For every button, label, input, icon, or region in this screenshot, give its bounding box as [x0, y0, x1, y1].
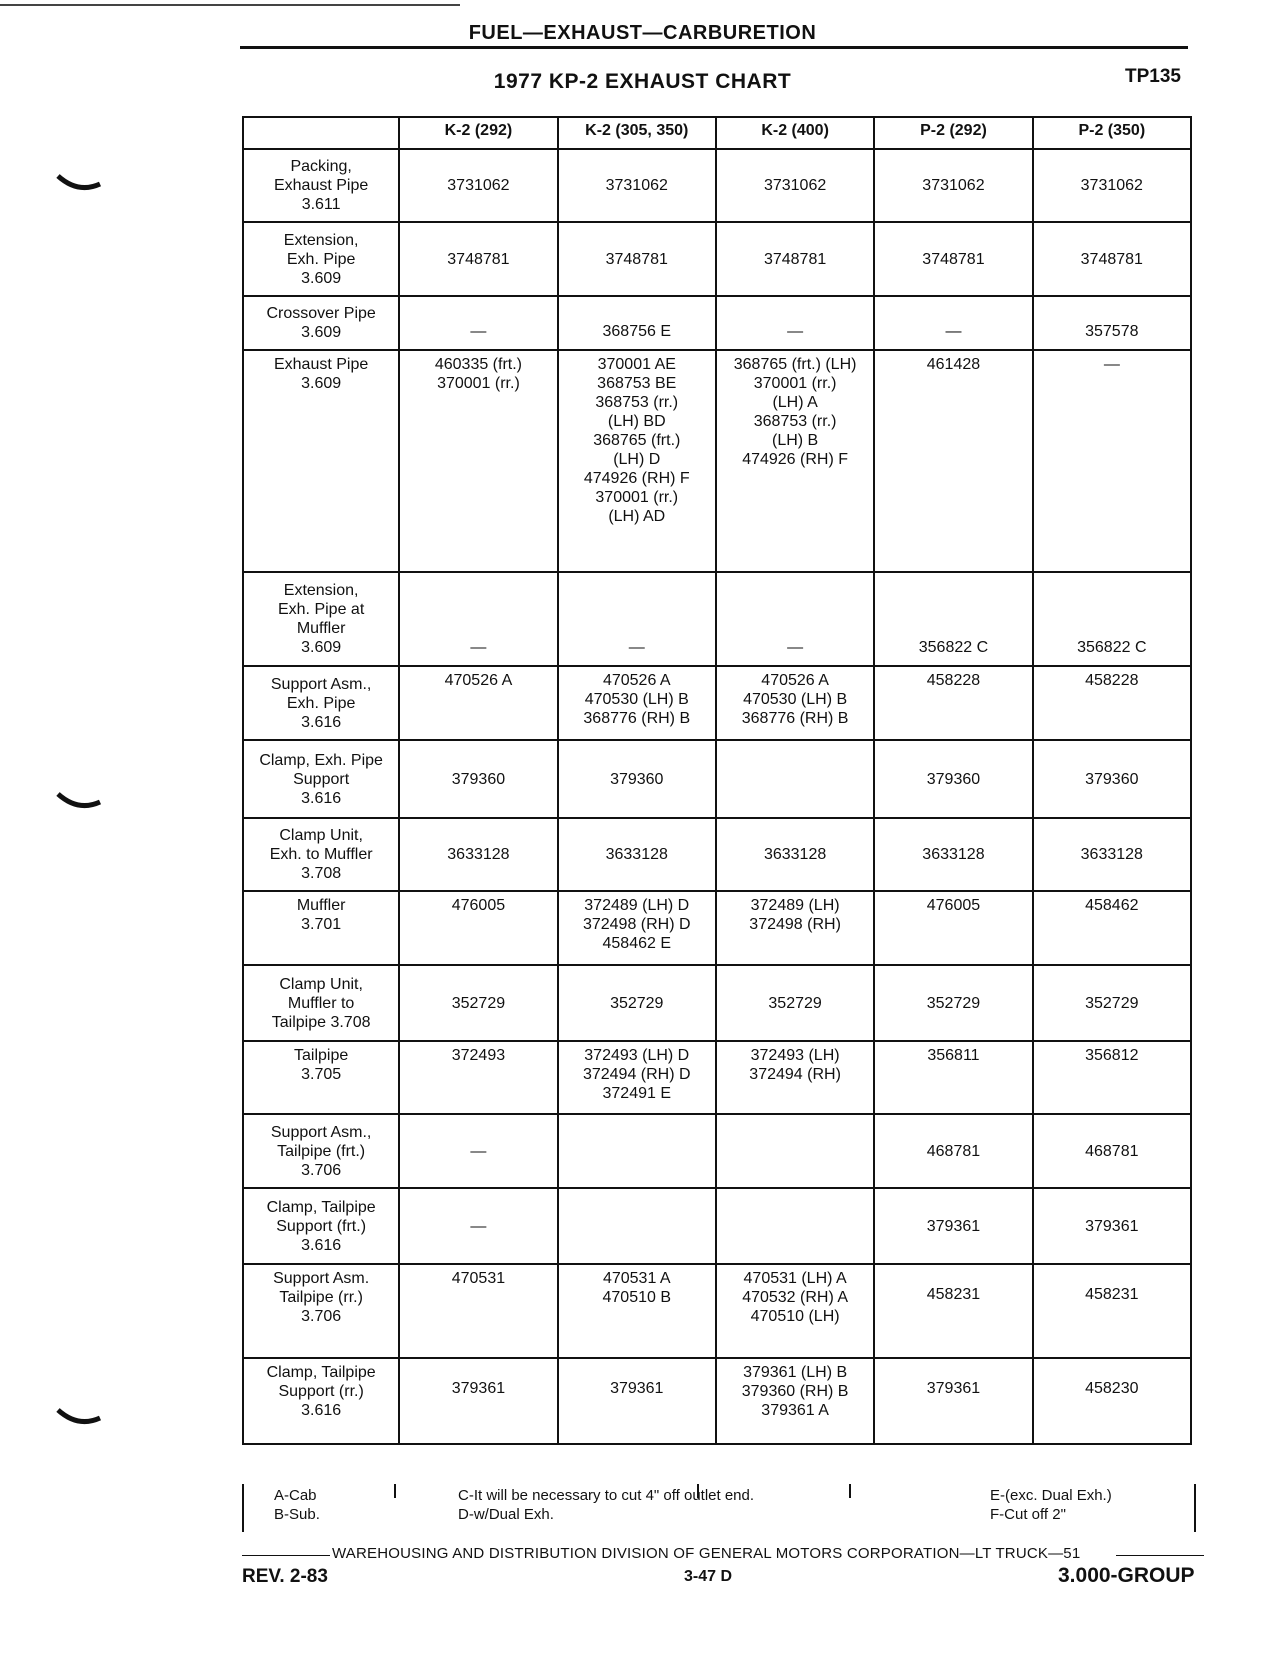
table-cell: 468781: [1033, 1114, 1191, 1188]
table-cell: —: [399, 1188, 557, 1264]
table-cell: 461428: [874, 350, 1032, 572]
table-cell: 372489 (LH) D 372498 (RH) D 458462 E: [558, 891, 716, 965]
table-cell: 372493 (LH) 372494 (RH): [716, 1041, 874, 1114]
column-header: P-2 (292): [874, 117, 1032, 149]
table-cell: —: [399, 1114, 557, 1188]
table-cell: 460335 (frt.) 370001 (rr.): [399, 350, 557, 572]
row-label: Extension, Exh. Pipe at Muffler 3.609: [243, 572, 399, 666]
table-cell: [558, 1188, 716, 1264]
footnote-cab-sub: A-Cab B-Sub.: [274, 1487, 320, 1523]
table-row: [243, 1264, 1191, 1358]
column-header: [243, 117, 399, 149]
row-label: Support Asm. Tailpipe (rr.) 3.706: [243, 1264, 399, 1358]
table-cell: [716, 740, 874, 818]
table-cell: 352729: [716, 965, 874, 1041]
table-cell: 356812: [1033, 1041, 1191, 1114]
table-cell: —: [874, 296, 1032, 350]
table-row: [243, 965, 1191, 1041]
table-cell: 470531: [399, 1264, 557, 1358]
column-header: K-2 (292): [399, 117, 557, 149]
row-label: Muffler 3.701: [243, 891, 399, 965]
table-cell: 379360: [558, 740, 716, 818]
binder-hole-mark-icon: [56, 1406, 102, 1426]
page-number: 3-47 D: [684, 1568, 733, 1585]
table-cell: 3748781: [399, 222, 557, 296]
table-cell: 458231: [874, 1264, 1032, 1358]
table-cell: 3633128: [558, 818, 716, 891]
page-code: TP135: [1125, 66, 1181, 87]
footnote-exc-cut: E-(exc. Dual Exh.) F-Cut off 2": [990, 1487, 1112, 1523]
table-cell: 470526 A 470530 (LH) B 368776 (RH) B: [558, 666, 716, 740]
footnotes: [242, 1484, 1196, 1532]
section-title: FUEL—EXHAUST—CARBURETION: [468, 22, 817, 44]
binder-hole-mark-icon: [56, 790, 102, 810]
row-label: Clamp Unit, Muffler to Tailpipe 3.708: [243, 965, 399, 1041]
table-cell: 372493: [399, 1041, 557, 1114]
row-label: Extension, Exh. Pipe 3.609: [243, 222, 399, 296]
table-cell: [716, 1114, 874, 1188]
table-cell: 368765 (frt.) (LH) 370001 (rr.) (LH) A 368753 (rr.) (LH) B 474926 (RH) F: [716, 350, 874, 572]
column-header: K-2 (305, 350): [558, 117, 716, 149]
table-cell: 372489 (LH) 372498 (RH): [716, 891, 874, 965]
table-cell: 370001 AE 368753 BE 368753 (rr.) (LH) BD 368765 (frt.) (LH) D 474926 (RH) F 370001 (rr.) (LH) AD: [558, 350, 716, 572]
table-cell: 356822 C: [874, 572, 1032, 666]
table-cell: —: [558, 572, 716, 666]
table-cell: 379361 (LH) B 379360 (RH) B 379361 A: [716, 1358, 874, 1444]
table-cell: 458228: [1033, 666, 1191, 740]
table-cell: 379361: [558, 1358, 716, 1444]
table-row: [243, 222, 1191, 296]
table-row: [243, 666, 1191, 740]
table-cell: 3748781: [716, 222, 874, 296]
table-row: [243, 1358, 1191, 1444]
table-cell: 356822 C: [1033, 572, 1191, 666]
table-cell: [558, 1114, 716, 1188]
table-row: [243, 572, 1191, 666]
table-cell: [716, 1188, 874, 1264]
table-cell: 3748781: [1033, 222, 1191, 296]
table-cell: 3633128: [399, 818, 557, 891]
table-cell: 352729: [558, 965, 716, 1041]
table-cell: 468781: [874, 1114, 1032, 1188]
table-cell: 3748781: [874, 222, 1032, 296]
table-row: [243, 740, 1191, 818]
table-row: [243, 296, 1191, 350]
row-label: Clamp, Exh. Pipe Support 3.616: [243, 740, 399, 818]
table-row: [243, 1114, 1191, 1188]
column-header: K-2 (400): [716, 117, 874, 149]
table-row: [243, 891, 1191, 965]
top-edge-line: [0, 4, 460, 6]
table-cell: 458230: [1033, 1358, 1191, 1444]
table-cell: 3633128: [1033, 818, 1191, 891]
table-cell: 470526 A: [399, 666, 557, 740]
table-cell: —: [716, 296, 874, 350]
table-cell: 3731062: [1033, 149, 1191, 222]
table-row: [243, 149, 1191, 222]
table-cell: 379361: [874, 1358, 1032, 1444]
row-label: Crossover Pipe 3.609: [243, 296, 399, 350]
table-cell: 458231: [1033, 1264, 1191, 1358]
table-row: [243, 1041, 1191, 1114]
table-cell: 3731062: [874, 149, 1032, 222]
table-cell: 356811: [874, 1041, 1032, 1114]
row-label: Support Asm., Exh. Pipe 3.616: [243, 666, 399, 740]
chart-title: 1977 KP-2 EXHAUST CHART: [493, 70, 792, 93]
table-cell: 379360: [399, 740, 557, 818]
table-cell: 3633128: [716, 818, 874, 891]
table-cell: 3731062: [399, 149, 557, 222]
row-label: Exhaust Pipe 3.609: [243, 350, 399, 572]
table-cell: 3731062: [716, 149, 874, 222]
footer-rule: [242, 1555, 330, 1556]
footnote-divider: [394, 1484, 396, 1498]
table-cell: 470531 A 470510 B: [558, 1264, 716, 1358]
table-row: [243, 1188, 1191, 1264]
table-cell: 476005: [399, 891, 557, 965]
table-cell: 3633128: [874, 818, 1032, 891]
table-cell: 470526 A 470530 (LH) B 368776 (RH) B: [716, 666, 874, 740]
table-cell: 368756 E: [558, 296, 716, 350]
table-cell: 352729: [874, 965, 1032, 1041]
header-rule: [240, 46, 1188, 49]
table-cell: 379360: [874, 740, 1032, 818]
table-cell: —: [399, 296, 557, 350]
table-cell: 458462: [1033, 891, 1191, 965]
revision: REV. 2-83: [242, 1566, 328, 1587]
table-cell: 372493 (LH) D 372494 (RH) D 372491 E: [558, 1041, 716, 1114]
table-cell: 352729: [399, 965, 557, 1041]
table-row: [243, 350, 1191, 572]
table-row: [243, 818, 1191, 891]
division-line: WAREHOUSING AND DISTRIBUTION DIVISION OF GENERAL MOTORS CORPORATION—LT TRUCK—51: [332, 1545, 1081, 1562]
row-label: Tailpipe 3.705: [243, 1041, 399, 1114]
table-header-row: [243, 117, 1191, 149]
table-cell: 458228: [874, 666, 1032, 740]
table-cell: 379360: [1033, 740, 1191, 818]
table-cell: 352729: [1033, 965, 1191, 1041]
table-cell: —: [399, 572, 557, 666]
table-cell: 3748781: [558, 222, 716, 296]
footnote-cut-dual: C-It will be necessary to cut 4" off outlet end. D-w/Dual Exh.: [458, 1487, 755, 1523]
row-label: Packing, Exhaust Pipe 3.611: [243, 149, 399, 222]
table-cell: —: [716, 572, 874, 666]
table-cell: 476005: [874, 891, 1032, 965]
exhaust-chart-table: [242, 116, 1192, 1445]
table-cell: 357578: [1033, 296, 1191, 350]
table-cell: 3731062: [558, 149, 716, 222]
row-label: Clamp Unit, Exh. to Muffler 3.708: [243, 818, 399, 891]
row-label: Clamp, Tailpipe Support (frt.) 3.616: [243, 1188, 399, 1264]
table-cell: 379361: [399, 1358, 557, 1444]
table-cell: 379361: [874, 1188, 1032, 1264]
table-cell: 470531 (LH) A 470532 (RH) A 470510 (LH): [716, 1264, 874, 1358]
footer-rule: [1116, 1555, 1204, 1556]
row-label: Clamp, Tailpipe Support (rr.) 3.616: [243, 1358, 399, 1444]
footnote-divider: [849, 1484, 851, 1498]
group-number: 3.000-GROUP: [1058, 1564, 1195, 1587]
table-cell: 379361: [1033, 1188, 1191, 1264]
table-cell: —: [1033, 350, 1191, 572]
binder-hole-mark-icon: [56, 172, 102, 192]
column-header: P-2 (350): [1033, 117, 1191, 149]
row-label: Support Asm., Tailpipe (frt.) 3.706: [243, 1114, 399, 1188]
